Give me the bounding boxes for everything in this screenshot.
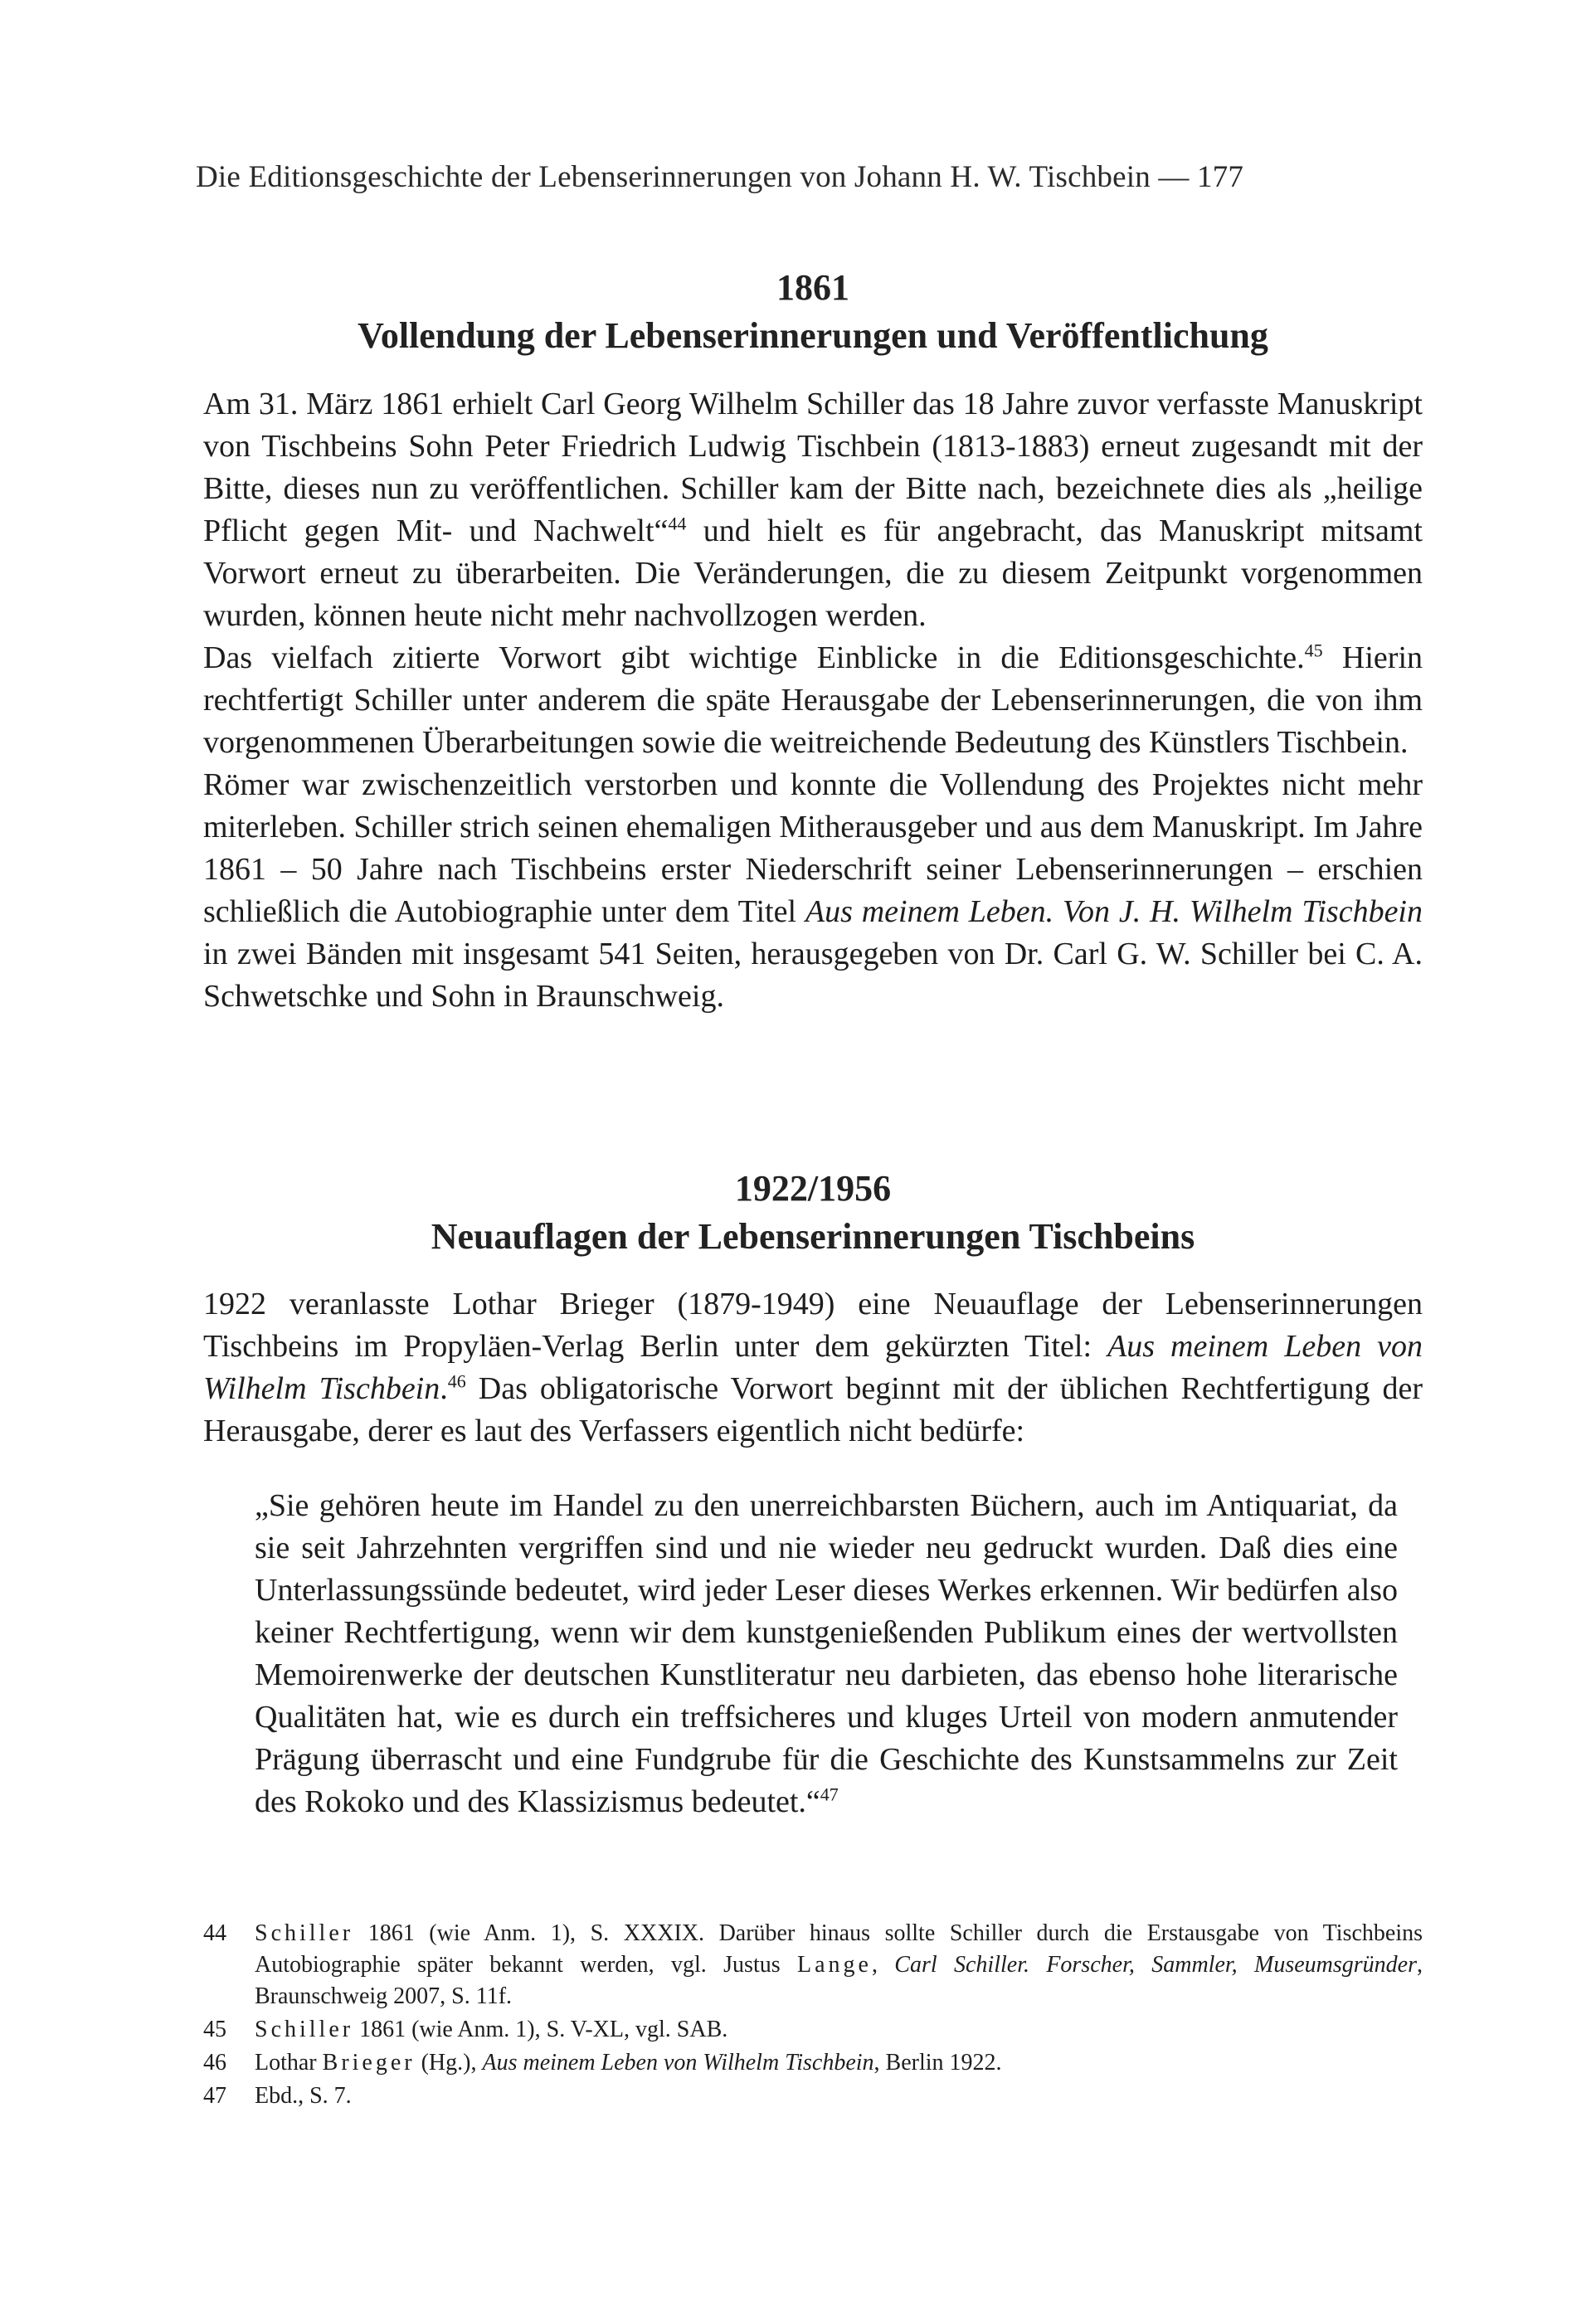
section-year: 1861 (776, 267, 849, 308)
footnote-number: 45 (203, 2017, 226, 2042)
footnote-ref[interactable]: 47 (820, 1784, 839, 1805)
footnote-47 (203, 2080, 1423, 2112)
footnote-number: 46 (203, 2050, 226, 2076)
paragraph: Das vielfach zitierte Vorwort gibt wichtige Einblicke in die Editionsgeschichte.$^{45}$ Hierin rechtfertigt Schiller unter anderem die späte Herausgabe der Lebenserinnerungen, die von ihm vorgenommenen Überarbeitungen sowie die weitreichende Bedeutung des Künstlers Tischbein. (203, 640, 1423, 760)
section-year: 1922/1956 (734, 1168, 892, 1209)
book-title: Aus meinem Leben von Wilhelm Tischbein (203, 1329, 1423, 1406)
footnote-text: Lothar Brieger (Hg.), Aus meinem Leben von Wilhelm Tischbein, Berlin 1922. (255, 2050, 1002, 2076)
paragraph: Am 31. März 1861 erhielt Carl Georg Wilhelm Schiller das 18 Jahre zuvor verfasste Manuskript von Tischbeins Sohn Peter Friedrich Ludwig Tischbein (1813-1883) erneut zugesandt mit der Bitte, dieses nun zu veröffentlichen. Schiller kam der Bitte nach, bezeichnete dies als „heilige Pflicht gegen Mit- und Nachwelt“$^{44}$ und hielt es für angebracht, das Manuskript mitsamt Vorwort erneut zu überarbeiten. Die Veränderungen, die zu diesem Zeitpunkt vorgenommen wurden, können heute nicht mehr nachvollzogen werden. (203, 387, 1423, 633)
book-title: Aus meinem Leben. Von J. H. Wilhelm Tischbein (805, 894, 1423, 929)
footnote-text: Ebd., S. 7. (255, 2083, 352, 2109)
running-head: Die Editionsgeschichte der Lebenserinnerungen von Johann H. W. Tischbein — 177 (196, 160, 1244, 194)
section-1861-body (203, 383, 1423, 1018)
section-1922-1956 (203, 1165, 1423, 1261)
footnote-45 (203, 2014, 1423, 2046)
footnote-text: Schiller 1861 (wie Anm. 1), S. XXXIX. Darüber hinaus sollte Schiller durch die Erstausgabe von Tischbeins Autobiographie später bekannt werden, vgl. Justus Lange, Carl Schiller. Forscher, Sammler, Museumsgründer, Braunschweig 2007, S. 11f. (255, 1920, 1423, 2009)
footnote-number: 47 (203, 2083, 226, 2109)
quote-text: „Sie gehören heute im Handel zu den unerreichbarsten Büchern, auch im Antiquariat, da sie seit Jahrzehnten vergriffen sind und nie wieder neu gedruckt wurden. Daß dies eine Unterlassungssünde bedeutet, wird jeder Leser dieses Werkes erkennen. Wir bedürfen also keiner Rechtfertigung, wenn wir dem kunstgenießenden Publikum eines der wertvollsten Memoirenwerke der deutschen Kunstliteratur neu darbieten, das ebenso hohe literarische Qualitäten hat, wie es durch ein treffsicheres und kluges Urteil von modern anmutender Prägung überrascht und eine Fundgrube für die Geschichte des Kunstsammelns zur Zeit des Rokoko und des Klassizismus bedeutet.“$^{47}$ (255, 1488, 1398, 1819)
section-title: Vollendung der Lebenserinnerungen und Veröffentlichung (358, 315, 1268, 356)
paragraph: Römer war zwischenzeitlich verstorben und konnte die Vollendung des Projektes nicht mehr miterleben. Schiller strich seinen ehemaligen Mitherausgeber und aus dem Manuskript. Im Jahre 1861 – 50 Jahre nach Tischbeins erster Niederschrift seiner Lebenserinnerungen – erschien schließlich die Autobiographie unter dem Titel Aus meinem Leben. Von J. H. Wilhelm Tischbein in zwei Bänden mit insgesamt 541 Seiten, herausgegeben von Dr. Carl G. W. Schiller bei C. A. Schwetschke und Sohn in Braunschweig. (203, 767, 1423, 1014)
section-title: Neuauflagen der Lebenserinnerungen Tischbeins (431, 1216, 1195, 1257)
footnote-44 (203, 1918, 1423, 2012)
footnote-number: 44 (203, 1920, 226, 1946)
footnote-text: Schiller 1861 (wie Anm. 1), S. V-XL, vgl. SAB. (255, 2017, 728, 2042)
footnote-ref[interactable]: 45 (1304, 640, 1323, 661)
footnote-ref[interactable]: 46 (447, 1370, 466, 1392)
block-quote (203, 1485, 1423, 1823)
footnote-46 (203, 2047, 1423, 2079)
paragraph: 1922 veranlasste Lothar Brieger (1879-1949) eine Neuauflage der Lebenserinnerungen Tischbeins im Propyläen-Verlag Berlin unter dem gekürzten Titel: Aus meinem Leben von Wilhelm Tischbein.$^{46}$ Das obligatorische Vorwort beginnt mit der üblichen Rechtfertigung der Herausgabe, derer es laut des Verfassers eigentlich nicht bedürfe: (203, 1287, 1423, 1448)
section-1922-body (203, 1283, 1423, 1453)
footnote-ref[interactable]: 44 (668, 513, 687, 534)
section-1861 (203, 264, 1423, 360)
footnotes (203, 1918, 1423, 2112)
